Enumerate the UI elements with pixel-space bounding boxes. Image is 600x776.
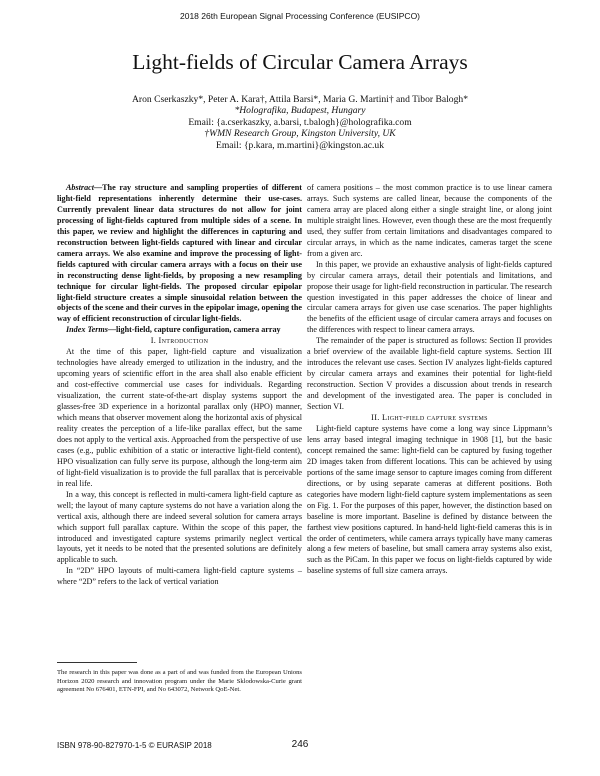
paper-title: Light-fields of Circular Camera Arrays bbox=[132, 50, 468, 74]
page-number: 246 bbox=[291, 739, 309, 750]
index-terms bbox=[57, 325, 302, 336]
intro-paragraph-3-continued: of camera positions – the most common practice is to use linear camera arrays. Such systems are called linear, because the components of the camera array are placed along either a single straight line, or along joint multiple straight lines. However, even though these are the most frequently used, they suffer from certain limitations and disadvantages compared to circular arrays, in which as the name indicates, cameras target the scene from a given arc. bbox=[307, 183, 552, 258]
intro-paragraph-2: In a way, this concept is reflected in multi-camera light-field capture as well; the layout of many capture systems do not have a variation along the vertical axis, although there are indeed several solution for camera arrays which support full parallax capture. Within the scope of this paper, the introduced and investigated capture systems primarily neglect vertical layouts, yet it needs to be noted that the presented solutions are definitely applicable to such. bbox=[57, 489, 302, 565]
section-heading-capture-systems: II. Light-field capture systems bbox=[371, 413, 488, 423]
affiliation-1: *Holografika, Budapest, Hungary bbox=[234, 105, 366, 117]
intro-paragraph-1: At the time of this paper, light-field capture and visualization technologies have already emerged to utilization in the industry, and the upcoming years of scientific effort in the area shall also enable efficient and cost-effective commercial use cases for individuals. Regarding visualization, the current state-of-the-art display systems support the glasses-free 3D experience in a horizontal parallax only (HPO) manner, which means that observer movement along the horizontal axis of physical reality creates the perception of a life-like parallax effect, but the same does not apply to the vertical axis. Approached from the perspective of use cases (e.g., public exhibition of a static or interactive light-field content), HPO visualization can fully serve its purpose, although the long-term aim of light-field visualization is to provide the full parallax that is perceivable in real life. bbox=[57, 347, 302, 488]
intro-paragraph-5: The remainder of the paper is structured as follows: Section II provides a brief overview of the available light-field capture systems. Section III introduces the relevant use cases. Section IV analyzes light-fields captured by circular camera arrays and examines their potential for light-field reconstruction. Section V provides a discussion about trends in research and development of the investigated area. The paper is concluded in Section VI. bbox=[307, 336, 552, 412]
left-column bbox=[57, 183, 302, 588]
author-block bbox=[0, 94, 600, 151]
right-column bbox=[307, 183, 552, 577]
abstract-text: —The ray structure and sampling properties of different light-field representations inherently determine their use-cases. Currently prevalent linear data structures do not allow for joint processing of light-fields captured from multiple sides of a scene. In this paper, we review and highlight the differences in capturing and reconstruction between light-fields captured with linear and circular camera arrays. We also examine and improve the processing of light-fields captured with circular camera arrays with a focus on their use in reconstructing dense light-fields, by proposing a new resampling technique for circular light-fields. The proposed circular epipolar light-field structure creates a simple sinusoidal relation between the objects of the scene and their curves in the epipolar image, opening the way of efficient reconstruction of circular light-fields. bbox=[57, 183, 302, 324]
conference-header: 2018 26th European Signal Processing Conference (EUSIPCO) bbox=[179, 11, 421, 21]
capture-paragraph-1: Light-field capture systems have come a long way since Lippmann’s lens array based integral imaging technique in 1908 [1], but the basic concept remained the same: light-field can be captured by fusing together 2D images taken from different locations. This can be achieved by using portions of the same image sensor to capture images coming from different directions, or by using separate cameras at different positions. Both categories have modern light-field capture system implementations as seen on Fig. 1. For the purposes of this paper, however, the distinction based on baseline is more important. Baseline is defined by distance between the farthest view positions captured. In hand-held light-field cameras this is in the order of centimeters, while camera arrays typically have many cameras along a few meters of baseline, but small camera array systems also exist, such as the PiCam. In this paper we focus on light-fields captured by wide baseline systems of full size camera arrays. bbox=[307, 423, 552, 576]
index-terms-label: Index Terms bbox=[66, 325, 108, 335]
isbn-footer: ISBN 978-90-827970-1-5 © EURASIP 2018 bbox=[57, 741, 212, 750]
email-2: Email: {p.kara, m.martini}@kingston.ac.uk bbox=[215, 139, 385, 151]
footnote: The research in this paper was done as a part of and was funded from the European Unions Horizon 2020 research and innovation program under the Marie Sklodowska-Curie grant agreement No 676401, ETN-FPI, and No 643072, Network QoE-Net. bbox=[57, 669, 302, 694]
email-1: Email: {a.cserkaszky, a.barsi, t.balogh}@holografika.com bbox=[188, 116, 412, 128]
section-heading-introduction: I. Introduction bbox=[150, 336, 209, 346]
intro-paragraph-3: In “2D” HPO layouts of multi-camera light-field capture systems – where “2D” refers to the lack of vertical variation bbox=[57, 566, 302, 587]
footnote-rule bbox=[57, 662, 137, 663]
intro-paragraph-4: In this paper, we provide an exhaustive analysis of light-fields captured by circular camera arrays, detail their potentials and limitations, and propose their usage for light-field reconstruction in particular. The research question investigated in this paper addresses the choice of linear and circular camera arrays for given use case scenarios. The paper highlights the benefits of the efficient usage of circular camera arrays and focuses on the differences with respect to linear camera arrays. bbox=[307, 259, 552, 335]
abstract bbox=[57, 183, 302, 325]
abstract-label: Abstract bbox=[66, 183, 94, 192]
affiliation-2: †WMN Research Group, Kingston University, UK bbox=[204, 128, 396, 140]
index-terms-text: —light-field, capture configuration, camera array bbox=[107, 325, 281, 335]
author-names: Aron Cserkaszky*, Peter A. Kara†, Attila Barsi*, Maria G. Martini† and Tibor Balogh* bbox=[131, 94, 468, 105]
